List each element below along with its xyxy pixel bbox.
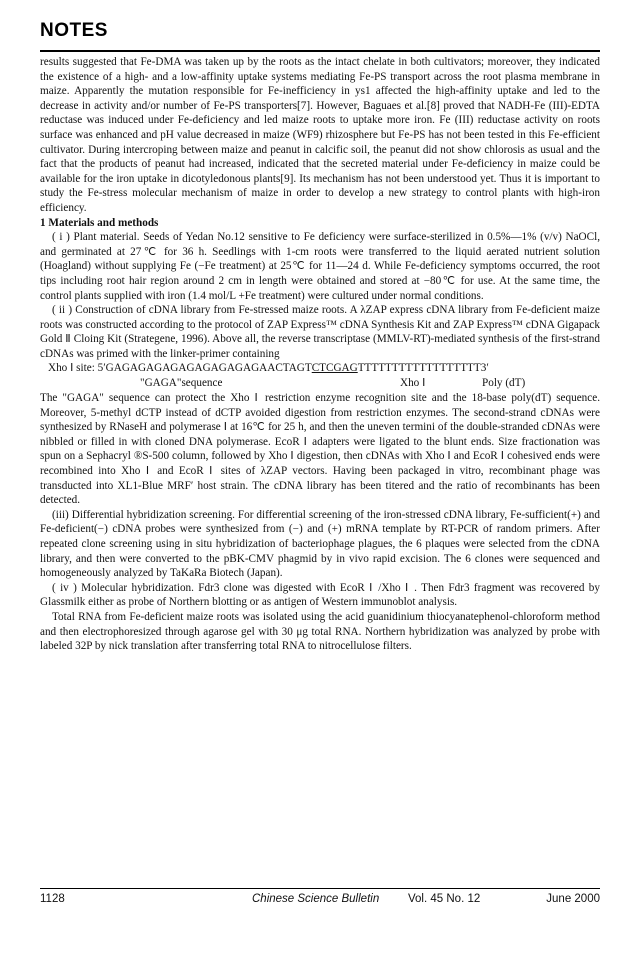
journal-name: Chinese Science Bulletin — [252, 893, 380, 905]
header-rule — [40, 50, 600, 52]
label-xho: Xho Ⅰ — [400, 377, 426, 390]
intro-paragraph: results suggested that Fe-DMA was taken up by the roots as the intact chelate in both cultivators; moreover, they indicated the existence of a high- and a low-affinity uptake systems mediating Fe-PS transport across the root plasma membrane in maize. Apparently the mutation responsible for Fe-inefficiency in ys1 affected the high-affinity uptake and led to the decrease in activity and/or number of Fe-PS transporters[7]. However, Baguaes et al.[8] proved that NADH-Fe (III)-EDTA reductase was induced under Fe-deficiency and led maize roots to uptake more iron. Fe (III) reductase activity on roots surface was enhanced and pH value decreased in maize (WF9) rhizosphere but Fe-PS has not been tested in this Fe-efficient cultivator. During intercroping between maize and peanut in calcific soil, the peanut did not show chlorosis as usual and the fact that the products of peanut had increased, indicated that the secreted material under Fe-deficiency in maize could be available for the iron uptake in dicotyledonous plants[9]. Its mechanism has not been understood yet. Thus it is important to study the Fe-stress molecular mechanism of maize in order to develop a new strategy to control plants with high-iron efficiency. — [40, 56, 600, 214]
section-header: NOTES — [40, 20, 108, 41]
section-heading: 1 Materials and methods — [40, 216, 159, 229]
paragraph-plant-material: ( i ) Plant material. Seeds of Yedan No.12 sensitive to Fe deficiency were surface-sterilized in 0.5%—1% (v/v) NaOCl, and germinated at 27℃ for 36 h. Seedlings with 1-cm roots were transferred to the liquid aerated nutrient solution (Hoagland) without supplying Fe (−Fe treatment) at 25℃ for 11—24 d. While Fe-deficiency symptoms occurred, the root tips including root hair region around 2 cm in length were obtained and stored at −80℃ for use. At the same time, the control plants supplied with iron (1.4 mol/L +Fe treatment) were cultured under normal conditions. — [40, 231, 600, 302]
paragraph-molecular-hybridization: ( iv ) Molecular hybridization. Fdr3 clone was digested with EcoR Ⅰ /Xho Ⅰ . Then Fdr3 fragment was recovered by Glassmilk either as probe of Northern blotting or as antigen of Western immunoblot analysis. — [40, 581, 600, 609]
sequence-suffix: 3′ — [480, 362, 489, 375]
sequence-gaga: GAGAGAGAGAGAGAGAGAGAACTAGT — [105, 362, 312, 375]
paragraph-differential-screening: (iii) Differential hybridization screening. For differential screening of the iron-stressed cDNA library, Fe-sufficient(+) and Fe-deficient(−) cDNA probes were synthesized from (−) and (+) mRNA template by RT-PCR of random primers. After repeated clone screening using in situ hybridization of bacteriophage plagues, the 6 plaques were selected from the cDNA library, and then were converted to the pBK-CMV phagmid by in vivo rapid excision. The 6 clones were sequenced and homogeneously analyzed by TaKaRa Biotech (Japan). — [40, 508, 600, 580]
page-number: 1128 — [40, 893, 65, 905]
sequence-xho-site: CTCGAG — [311, 362, 358, 375]
paragraph-cdna-continued: The "GAGA" sequence can protect the Xho Ⅰ restriction enzyme recognition site and the 18-base poly(dT) sequence. Moreover, 5-methyl dCTP instead of dCTP avoided digestion from restriction enzymes. The second-strand cDNAs were synthesized by RNaseH and polymerase Ⅰ at 16℃ for 25 h, and then the uneven termini of the double-stranded cDNAs were nibbled or filled in with cloned DNA polymerase. EcoR Ⅰ adapters were ligated to the blunt ends. Size fractionation was spun on a Sephacryl ®S-500 column, followed by Xho Ⅰ digestion, then cDNAs with Xho Ⅰ and EcoR Ⅰ cohesived ends were recombined into Xho Ⅰ and EcoR Ⅰ sites of λZAP vectors. Having been packaged in vitro, recombinant phage was transducted into XL1-Blue MRF′ host strain. The cDNA library has been titered and the ratio of recombinants has been detected. — [40, 392, 600, 507]
footer-rule — [40, 888, 600, 889]
volume-number: Vol. 45 No. 12 — [408, 893, 481, 905]
primer-sequence — [40, 361, 600, 376]
issue-date: June 2000 — [546, 893, 600, 905]
sequence-polyt: TTTTTTTTTTTTTTTTTT — [357, 362, 481, 375]
sequence-labels — [40, 376, 600, 391]
label-polyt: Poly (dT) — [482, 377, 526, 390]
article-body — [40, 55, 600, 654]
paragraph-cdna-library: ( ii ) Construction of cDNA library from Fe-stressed maize roots. A λZAP express cDNA library from Fe-deficient maize roots was constructed according to the protocol of ZAP Express™ cDNA Synthesis Kit and ZAP Express™ cDNA Gigapack Gold Ⅱ Cloing Kit (Strategene, 1996). Above all, the reverse transcriptase (MMLV-RT)-mediated synthesis of the first-strand cDNAs was primed with the linker-primer containing — [40, 304, 600, 360]
paragraph-total-rna: Total RNA from Fe-deficient maize roots was isolated using the acid guanidinium thiocyanatephenol-chloroform method and then electrophoresized through agarose gel with 30 μg total RNA. Northern hybridization was analyzed by probe with labeled 32P by nick translation after transferring total RNA to nitrocellulose filters. — [40, 610, 600, 653]
label-gaga: "GAGA"sequence — [140, 377, 223, 390]
sequence-prefix: Xho Ⅰ site: 5′ — [48, 362, 106, 375]
